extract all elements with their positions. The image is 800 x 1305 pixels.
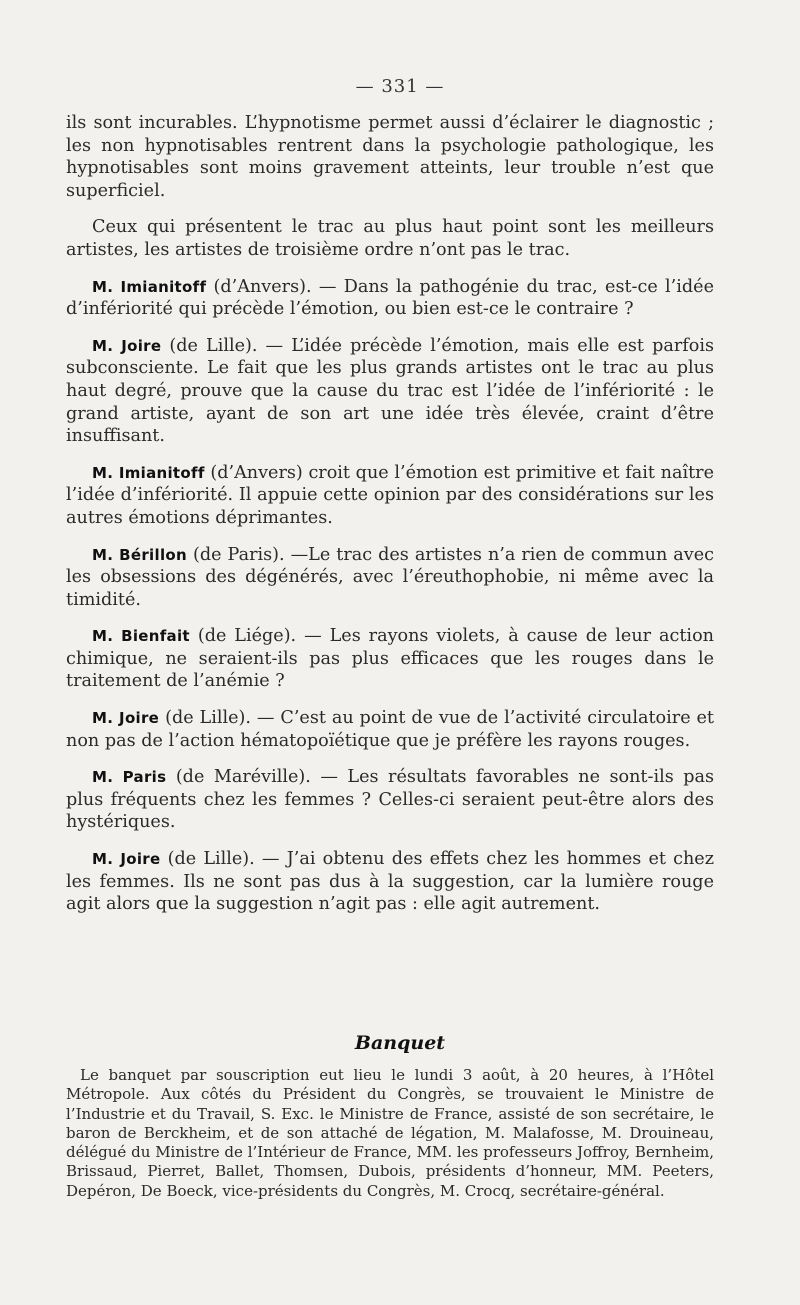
speaker-name: M. Imianitoff — [92, 463, 205, 482]
paragraph — [66, 707, 714, 752]
paragraph — [66, 335, 714, 448]
speaker-name: M. Bérillon — [92, 545, 187, 564]
paragraph-text: (de Paris). —Le trac des artistes n’a rien de commun avec les obsessions des dégénérés, avec l’éreuthophobie, ni même avec la timidité. — [66, 544, 714, 610]
paragraph-text: (de Maréville). — Les résultats favorables ne sont-ils pas plus fréquents chez les femmes ? Celles-ci seraient peut-être alors des hystériques. — [66, 767, 714, 833]
main-text — [66, 112, 714, 930]
speaker-name: M. Joire — [92, 336, 162, 355]
speaker-name: M. Paris — [92, 768, 167, 787]
paragraph — [66, 766, 714, 834]
paragraph-text: (d’Anvers) croit que l’émotion est primitive et fait naître l’idée d’infériorité. Il appuie cette opinion par des considérations sur les autres émotions déprimantes. — [66, 462, 714, 528]
banquet-paragraph: Le banquet par souscription eut lieu le lundi 3 août, à 20 heures, à l’Hôtel Métropole. Aux côtés du Président du Congrès, se trouvaient le Ministre de l’Industrie et du Travail, S. Exc. le Ministre de France, assisté de son secrétaire, le baron de Berckheim, et de son attaché de légation, M. Malafosse, M. Drouineau, délégué du Ministre de l’Intérieur de France, MM. les professeurs Joffroy, Bernheim, Brissaud, Pierret, Ballet, Thomsen, Dubois, présidents d’honneur, MM. Peeters, Depéron, De Boeck, vice-présidents du Congrès, M. Crocq, secrétaire-général. — [66, 1066, 714, 1200]
paragraph — [66, 276, 714, 321]
speaker-name: M. Bienfait — [92, 627, 190, 646]
paragraph — [66, 848, 714, 916]
paragraph-text: (de Lille). — J’ai obtenu des effets chez les hommes et chez les femmes. Ils ne sont pas dus à la suggestion, car la lumière rouge agit alors que la suggestion n’agit pas : elle agit autrement. — [66, 849, 714, 915]
page-number: — 331 — — [355, 76, 445, 97]
paragraph-text: (de Lille). — L’idée précède l’émotion, mais elle est parfois subconsciente. Le fait que les plus grands artistes ont le trac au plus haut degré, prouve que la cause du trac est l’idée de l’infériorité : le grand artiste, ayant de son art une idée très élevée, craint d’être insuffisant. — [66, 335, 714, 447]
speaker-name: M. Joire — [92, 709, 160, 728]
paragraph-text: (de Lille). — C’est au point de vue de l’activité circulatoire et non pas de l’action hématopoïétique que je préfère les rayons rouges. — [66, 708, 714, 751]
banquet-section — [66, 1066, 714, 1201]
paragraph — [66, 462, 714, 530]
paragraph — [66, 216, 714, 261]
paragraph-text: (d’Anvers). — Dans la pathogénie du trac, est-ce l’idée d’infériorité qui précède l’émotion, ou bien est-ce le contraire ? — [66, 276, 714, 320]
paragraph — [66, 544, 714, 612]
paragraph — [66, 112, 714, 202]
section-heading: Banquet — [354, 1032, 446, 1054]
speaker-name: M. Joire — [92, 850, 161, 869]
paragraph-text: (de Liége). — Les rayons violets, à cause de leur action chimique, ne seraient-ils pas plus efficaces que les rouges dans le traitement de l’anémie ? — [66, 626, 714, 692]
paragraph — [66, 625, 714, 693]
speaker-name: M. Imianitoff — [92, 277, 207, 296]
paragraph-text: ils sont incurables. L’hypnotisme permet aussi d’éclairer le diagnostic ; les non hypnotisables rentrent dans la psychologie pathologique, les hypnotisables sont moins gravement atteints, leur trouble n’est que superficiel. — [66, 113, 714, 201]
paragraph-text: Ceux qui présentent le trac au plus haut point sont les meilleurs artistes, les artistes de troisième ordre n’ont pas le trac. — [66, 217, 714, 260]
